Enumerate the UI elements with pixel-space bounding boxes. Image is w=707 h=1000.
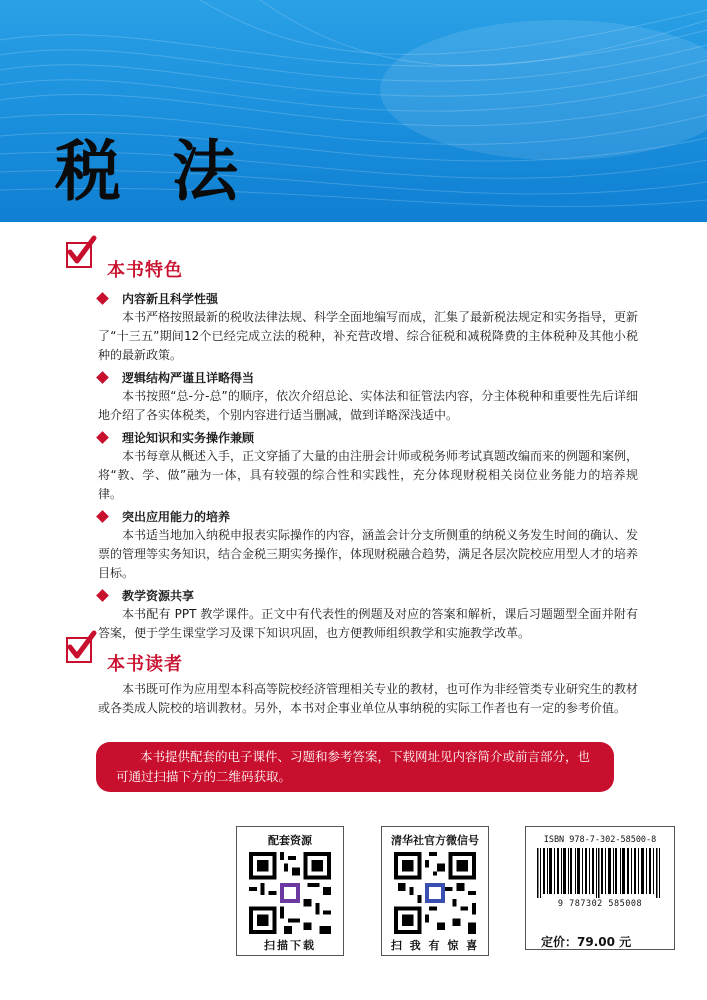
download-notice: 本书提供配套的电子课件、习题和参考答案，下载网址见内容简介或前言部分，也可通过扫描下方的二维码获取。	[96, 742, 614, 792]
readers-heading: 本书读者	[107, 654, 183, 675]
checkmark-icon	[66, 637, 92, 663]
feature-body: 本书严格按照最新的税收法律法规、科学全面地编写而成，汇集了最新税法规定和实务指导，更新了“十三五”期间12个已经完成立法的税种，补充营改增、综合征税和减税降费的主体税种及其他小税种的最新政策。	[98, 310, 639, 362]
qr-resources-card[interactable]	[236, 826, 344, 956]
feature-item	[98, 290, 638, 365]
qr-resources-caption-bottom: 扫描下载	[264, 939, 316, 952]
features-heading: 本书特色	[107, 260, 183, 281]
isbn-text: ISBN 978-7-302-58500-8	[543, 835, 657, 845]
checkmark-icon	[66, 242, 92, 268]
qr-code-icon[interactable]	[394, 852, 476, 934]
feature-title: 教学资源共享	[98, 587, 638, 605]
feature-body: 本书每章从概述入手，正文穿插了大量的由注册会计师或税务师考试真题改编而来的例题和案例，将“教、学、做”融为一体，具有较强的综合性和实践性，充分体现财税相关岗位业务能力的培养规律。	[98, 449, 639, 501]
book-title: 税 法	[55, 132, 252, 210]
feature-body: 本书按照“总-分-总”的顺序，依次介绍总论、实体法和征管法内容，分主体税种和重要性先后详细地介绍了各实体税类，个别内容进行适当删减，做到详略深浅适中。	[98, 389, 638, 422]
qr-code-icon[interactable]	[249, 852, 331, 934]
qr-wechat-card[interactable]	[381, 826, 489, 956]
cover-banner	[0, 0, 707, 222]
qr-wechat-caption-top: 清华社官方微信号	[391, 834, 479, 847]
feature-item	[98, 508, 638, 583]
qr-resources-caption-top: 配套资源	[268, 834, 312, 847]
barcode-icon	[535, 848, 665, 898]
price-text: 定价：79.00 元	[541, 935, 632, 949]
feature-body: 本书配有 PPT 教学课件。正文中有代表性的例题及对应的答案和解析，课后习题题型全面并附有答案，便于学生课堂学习及课下知识巩固，也方便教师组织教学和实施教学改革。	[98, 607, 638, 640]
readers-text: 本书既可作为应用型本科高等院校经济管理相关专业的教材，也可作为非经管类专业研究生的教材或各类成人院校的培训教材。另外，本书对企事业单位从事纳税的实际工作者也有一定的参考价值。	[98, 682, 639, 715]
isbn-barcode-box	[525, 826, 675, 950]
feature-title: 突出应用能力的培养	[98, 508, 638, 526]
feature-item	[98, 429, 638, 504]
feature-body: 本书适当地加入纳税申报表实际操作的内容，涵盖会计分支所侧重的纳税义务发生时间的确认、发票的管理等实务知识，结合金税三期实务操作，体现财税融合趋势，满足各层次院校应用型人才的培养目标。	[98, 528, 639, 580]
feature-item	[98, 587, 638, 643]
feature-title: 内容新且科学性强	[98, 290, 638, 308]
feature-item	[98, 369, 638, 425]
qr-wechat-caption-bottom: 扫 我 有 惊 喜	[390, 939, 480, 952]
feature-title: 理论知识和实务操作兼顾	[98, 429, 638, 447]
barcode-digits: 9 787302 585008	[557, 899, 643, 909]
feature-title: 逻辑结构严谨且详略得当	[98, 369, 638, 387]
features-list	[98, 290, 638, 647]
